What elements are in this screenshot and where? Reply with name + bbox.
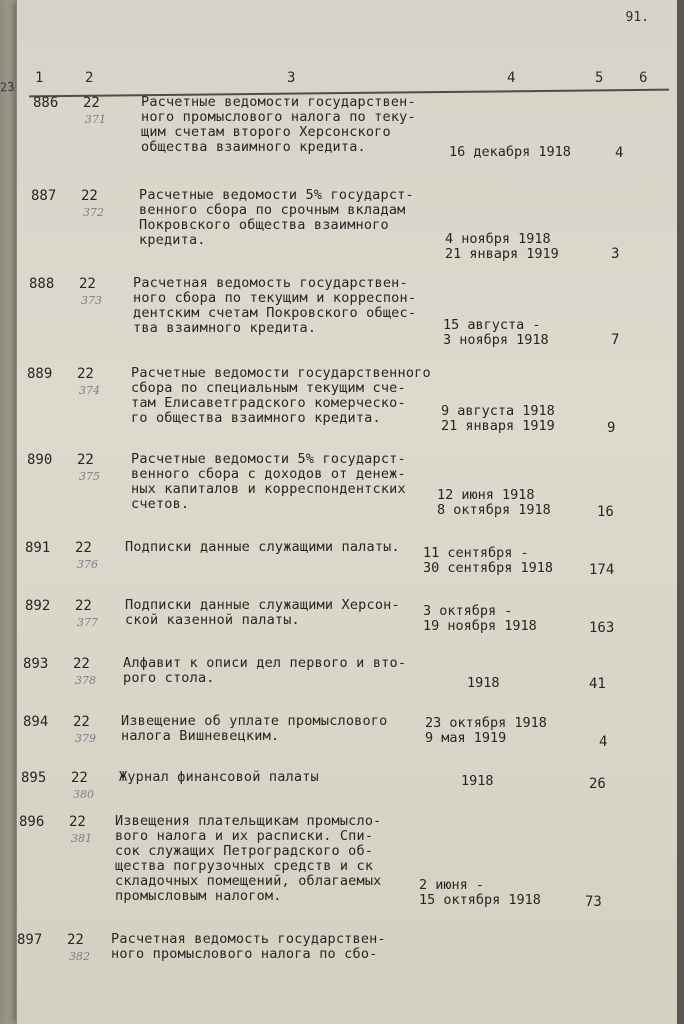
entry-sheet-count: 3 — [611, 246, 620, 262]
volume-number: 22 — [71, 770, 88, 786]
document-page — [16, 0, 677, 1024]
volume-number: 22 — [73, 714, 90, 730]
volume-number: 22 — [73, 656, 90, 672]
entry-title: Расчетные ведомости государственного сбора по специальным текущим сче- там Елисаветградского комерческо- го общества взаимного кредита. — [131, 365, 431, 426]
entry-sheet-count: 41 — [589, 676, 606, 692]
entry-title: Подписки данные служащими палаты. — [125, 539, 400, 555]
entry-title: Журнал финансовой палаты — [119, 769, 319, 785]
entry-title: Расчетная ведомость государствен- ного промыслового налога по сбо- — [111, 931, 386, 962]
entry-dates: 16 декабря 1918 — [449, 144, 571, 160]
pencil-folio-number: 374 — [79, 384, 100, 397]
volume-number: 22 — [83, 95, 100, 111]
entry-dates: 12 июня 1918 8 октября 1918 — [437, 487, 551, 518]
entry-number: 890 — [27, 452, 53, 468]
entry-dates: 9 августа 1918 21 января 1919 — [441, 403, 555, 434]
entry-title: Извещения плательщикам промысло- вого налога и их расписки. Спи- сок служащих Петроградского об- щества погрузочных средств и ск складочных помещений, облагаемых промысловым налогом. — [115, 813, 382, 904]
page-number: 91. — [625, 10, 649, 25]
column-header-5: 5 — [595, 70, 604, 86]
entry-number: 888 — [29, 276, 55, 292]
entry-sheet-count: 174 — [589, 562, 615, 578]
volume-number: 22 — [67, 932, 84, 948]
column-header-1: 1 — [35, 70, 44, 86]
entry-number: 893 — [23, 656, 49, 672]
entry-sheet-count: 4 — [615, 145, 624, 161]
entry-dates: 11 сентября - 30 сентября 1918 — [423, 545, 554, 576]
volume-number: 22 — [75, 540, 92, 556]
entry-title: Извещение об уплате промыслового налога Вишневецким. — [121, 713, 388, 744]
volume-number: 22 — [79, 276, 96, 292]
pencil-folio-number: 371 — [85, 113, 106, 126]
pencil-folio-number: 378 — [75, 674, 96, 687]
pencil-folio-number: 382 — [69, 950, 90, 963]
entry-title: Расчетные ведомости государствен- ного промыслового налога по теку- щим счетам второго Херсонского общества взаимного кредита. — [141, 94, 416, 155]
entry-dates: 1918 — [467, 675, 500, 691]
entry-sheet-count: 9 — [607, 420, 616, 436]
pencil-folio-number: 379 — [75, 732, 96, 745]
column-header-3: 3 — [287, 70, 296, 86]
entry-sheet-count: 73 — [585, 894, 602, 910]
pencil-folio-number: 373 — [81, 294, 102, 307]
entry-sheet-count: 7 — [611, 332, 620, 348]
column-header-6: 6 — [639, 70, 648, 86]
entry-number: 887 — [31, 188, 57, 204]
entry-title: Расчетные ведомости 5% государст- венного сбора по срочным вкладам Покровского общества взаимного кредита. — [139, 187, 414, 248]
entry-dates: 1918 — [461, 773, 494, 789]
entry-number: 892 — [25, 598, 51, 614]
pencil-folio-number: 380 — [73, 788, 94, 801]
pencil-folio-number: 375 — [79, 470, 100, 483]
entry-dates: 15 августа - 3 ноября 1918 — [443, 317, 549, 348]
entry-number: 896 — [19, 814, 45, 830]
entry-title: Алфавит к описи дел первого и вто- рого стола. — [123, 655, 407, 686]
column-header-2: 2 — [85, 70, 94, 86]
volume-number: 22 — [81, 188, 98, 204]
entry-number: 895 — [21, 770, 47, 786]
entry-number: 889 — [27, 366, 53, 382]
entry-sheet-count: 4 — [599, 734, 608, 750]
volume-number: 22 — [75, 598, 92, 614]
entry-dates: 4 ноября 1918 21 января 1919 — [445, 231, 559, 262]
entry-title: Подписки данные служащими Херсон- ской казенной палаты. — [125, 597, 400, 628]
pencil-folio-number: 372 — [83, 206, 104, 219]
entry-dates: 3 октября - 19 ноября 1918 — [423, 603, 537, 634]
volume-number: 22 — [69, 814, 86, 830]
pencil-folio-number: 381 — [71, 832, 92, 845]
entry-number: 897 — [17, 932, 43, 948]
previous-page-fragment: 23 — [0, 79, 15, 95]
pencil-folio-number: 377 — [77, 616, 98, 629]
pencil-folio-number: 376 — [77, 558, 98, 571]
entry-title: Расчетные ведомости 5% государст- венного сбора с доходов от денеж- ных капиталов и корреспондентских счетов. — [131, 451, 406, 512]
column-header-4: 4 — [507, 70, 516, 86]
entry-dates: 2 июня - 15 октября 1918 — [419, 877, 541, 908]
entry-number: 894 — [23, 714, 49, 730]
entry-title: Расчетная ведомость государствен- ного сбора по текущим и корреспон- дентским счетам Покровского общес- тва взаимного кредита. — [133, 275, 417, 336]
entry-dates: 23 октября 1918 9 мая 1919 — [425, 715, 547, 746]
entry-number: 886 — [33, 95, 59, 111]
entry-sheet-count: 26 — [589, 776, 606, 792]
entry-sheet-count: 163 — [589, 620, 615, 636]
entry-number: 891 — [25, 540, 51, 556]
entry-sheet-count: 16 — [597, 504, 614, 520]
volume-number: 22 — [77, 366, 94, 382]
volume-number: 22 — [77, 452, 94, 468]
